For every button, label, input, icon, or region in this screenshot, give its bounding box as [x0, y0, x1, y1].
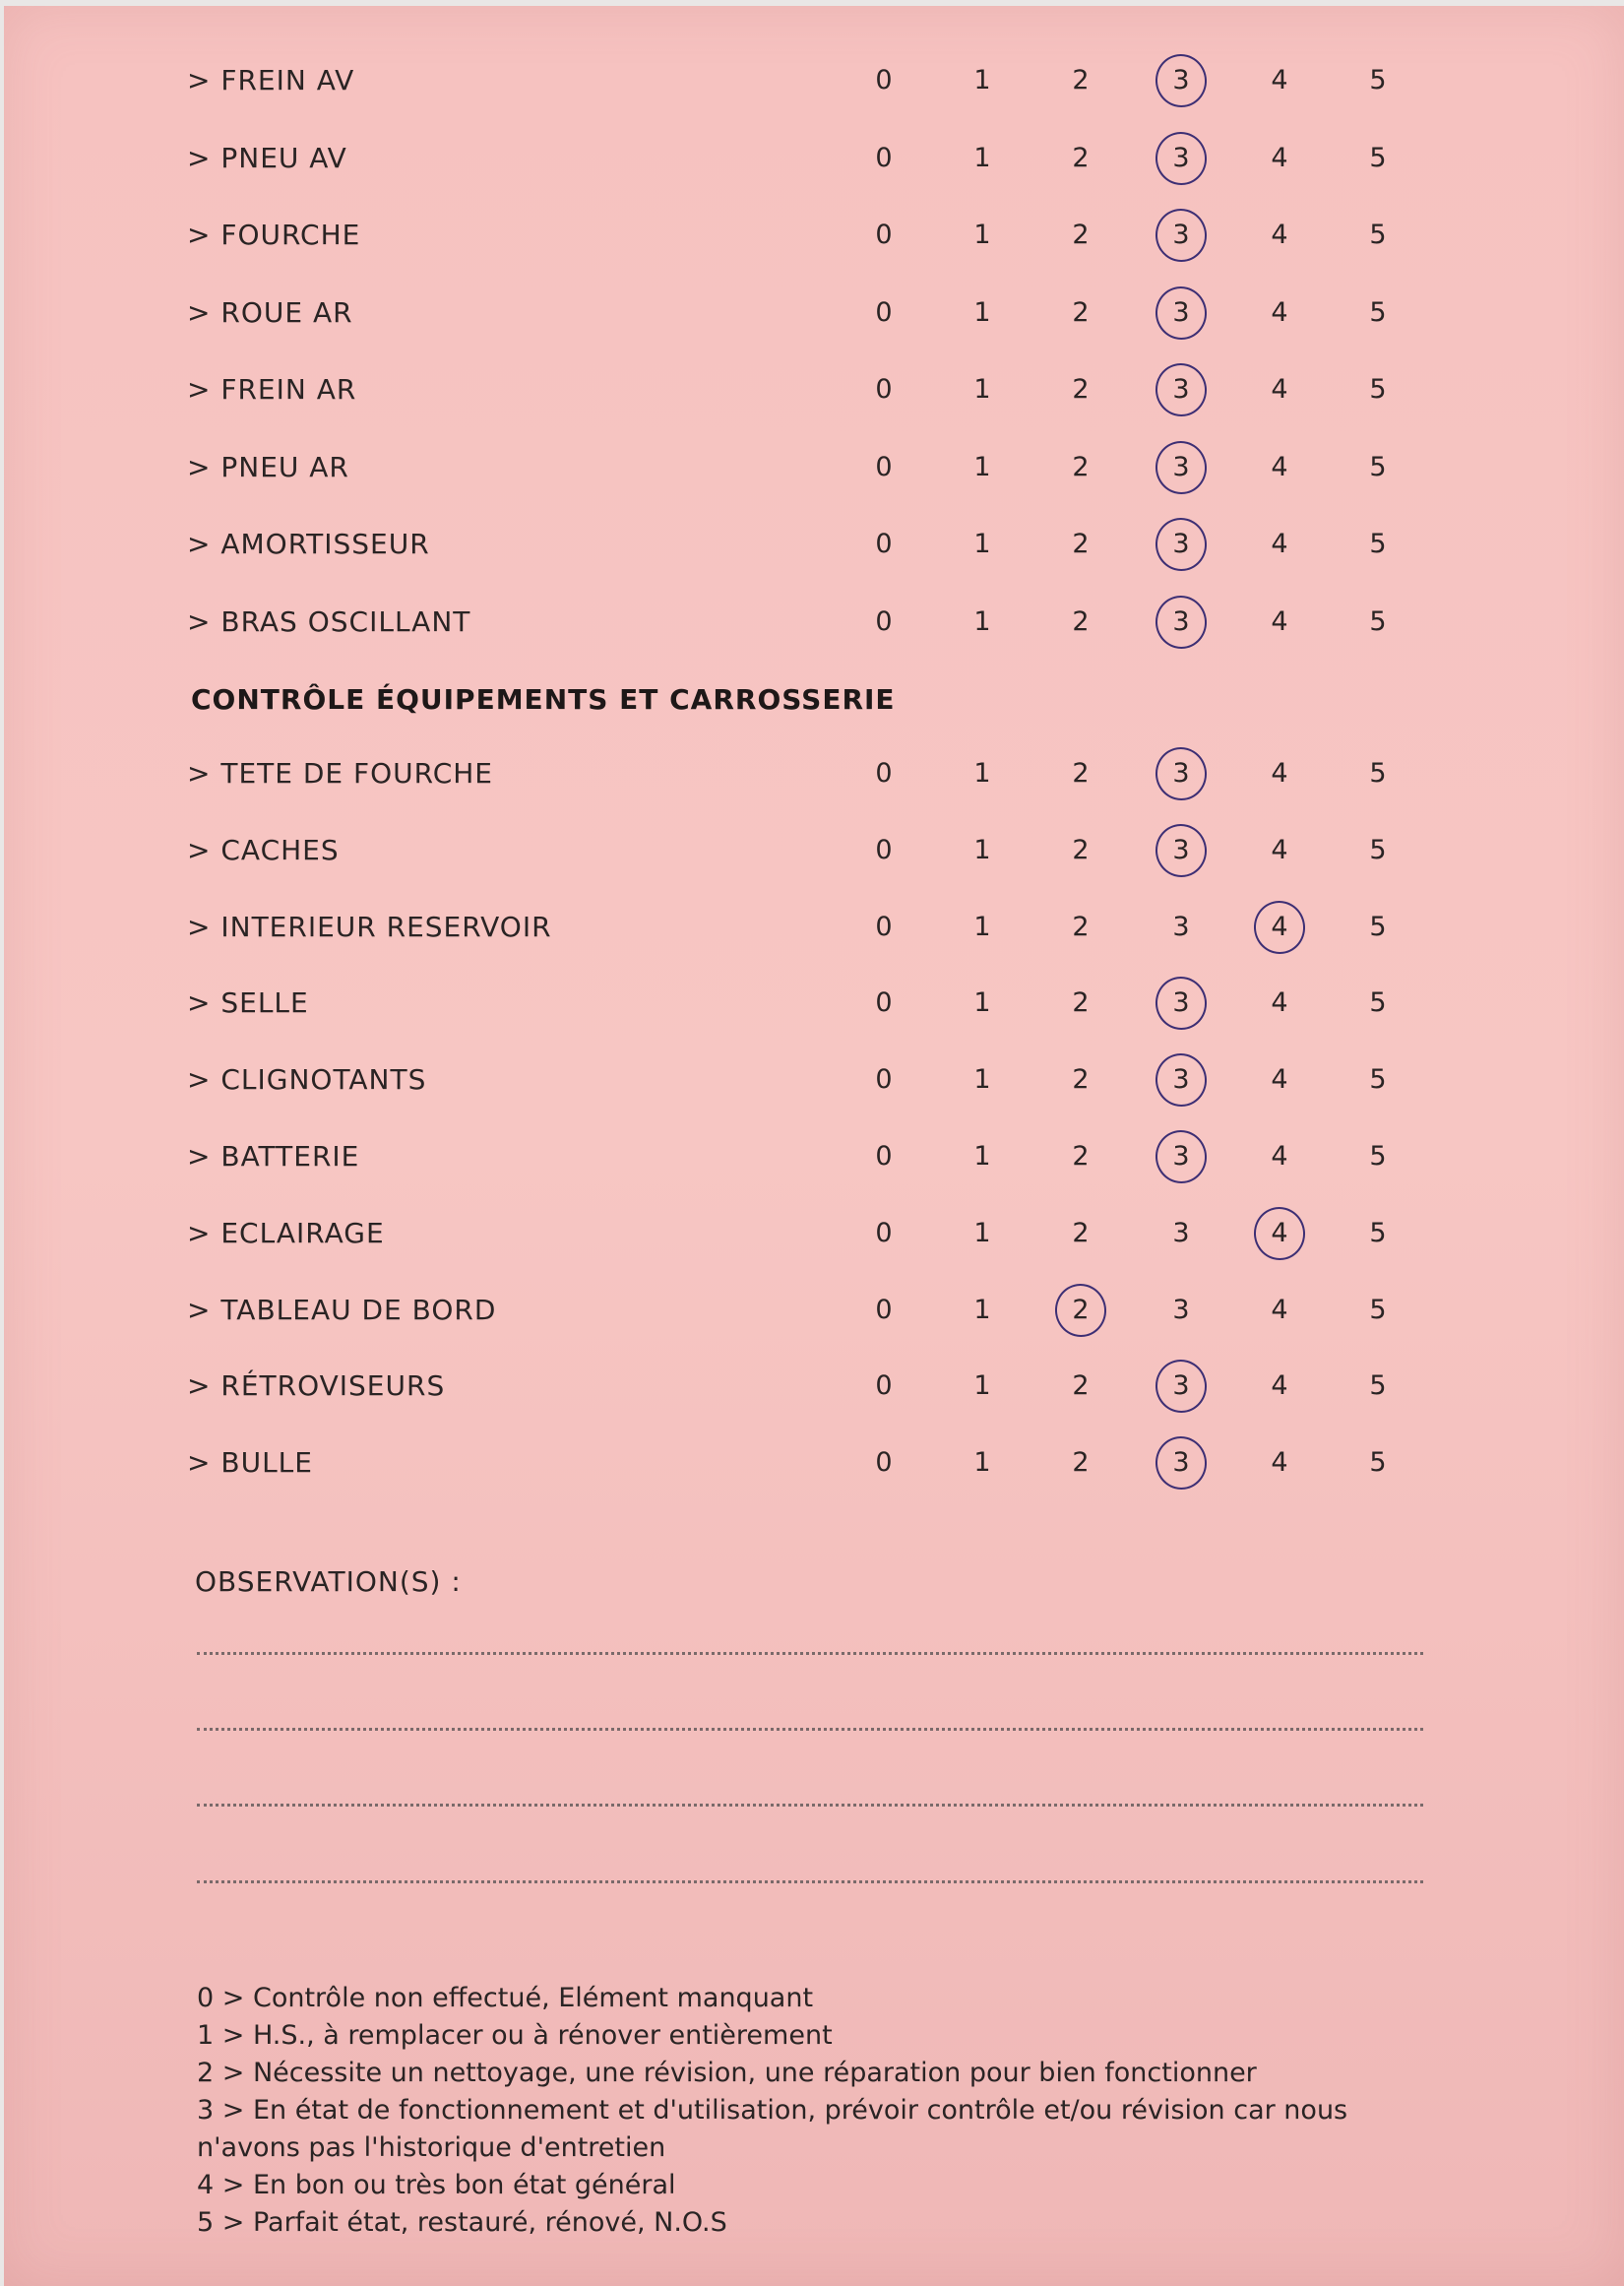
observation-line[interactable]: [197, 1652, 1423, 1655]
score-option[interactable]: 0: [875, 296, 893, 328]
legend-item: 5 > Parfait état, restauré, rénové, N.O.S: [197, 2207, 727, 2238]
score-option[interactable]: 2: [1072, 374, 1090, 405]
score-option[interactable]: 2: [1072, 296, 1090, 328]
score-option-selected[interactable]: 3: [1152, 593, 1211, 652]
score-option[interactable]: 2: [1072, 758, 1090, 789]
score-option[interactable]: 1: [973, 374, 991, 405]
score-option[interactable]: 2: [1072, 529, 1090, 559]
score-option-selected[interactable]: 3: [1152, 1050, 1211, 1110]
checklist-item-label: > CLIGNOTANTS: [187, 1063, 427, 1097]
score-option[interactable]: 5: [1369, 296, 1387, 328]
score-option[interactable]: 1: [973, 758, 991, 789]
score-option[interactable]: 0: [875, 605, 893, 637]
score-option[interactable]: 4: [1271, 451, 1288, 482]
score-option[interactable]: 1: [973, 296, 991, 328]
score-option[interactable]: 0: [875, 987, 893, 1019]
checklist-row: [4, 206, 1624, 265]
score-option[interactable]: 5: [1369, 605, 1387, 637]
checklist-row: [4, 974, 1624, 1033]
score-option[interactable]: 2: [1072, 65, 1090, 95]
score-option[interactable]: 4: [1271, 529, 1288, 559]
checklist-item-label: > ROUE AR: [187, 295, 353, 329]
score-option-selected[interactable]: 4: [1250, 898, 1309, 957]
checklist-item-label: > TABLEAU DE BORD: [187, 1293, 497, 1326]
checklist-item-label: > FREIN AR: [187, 373, 357, 406]
observation-line[interactable]: [197, 1804, 1423, 1807]
score-option[interactable]: 1: [973, 834, 991, 865]
score-option[interactable]: 5: [1369, 142, 1387, 173]
score-option[interactable]: 5: [1369, 220, 1387, 250]
checklist-row: [4, 438, 1624, 497]
checklist-row: [4, 515, 1624, 574]
score-option-selected[interactable]: 3: [1152, 51, 1211, 110]
checklist-row: [4, 1433, 1624, 1492]
score-option[interactable]: 3: [1172, 1217, 1190, 1248]
observations-label: OBSERVATION(S) :: [195, 1565, 462, 1598]
legend-item: 4 > En bon ou très bon état général: [197, 2170, 676, 2200]
score-option[interactable]: 5: [1369, 451, 1387, 482]
score-option[interactable]: 0: [875, 1141, 893, 1172]
score-option[interactable]: 0: [875, 374, 893, 405]
score-option[interactable]: 5: [1369, 1294, 1387, 1325]
score-option[interactable]: 2: [1072, 1217, 1090, 1248]
score-option[interactable]: 0: [875, 65, 893, 95]
score-option-selected[interactable]: 4: [1250, 1204, 1309, 1263]
score-option[interactable]: 2: [1072, 1141, 1090, 1172]
checklist-item-label: > PNEU AV: [187, 141, 347, 174]
score-option[interactable]: 2: [1072, 142, 1090, 173]
score-option[interactable]: 5: [1369, 374, 1387, 405]
score-option[interactable]: 4: [1271, 605, 1288, 637]
score-option-selected[interactable]: 3: [1152, 206, 1211, 265]
score-option[interactable]: 1: [973, 451, 991, 482]
score-option[interactable]: 2: [1072, 451, 1090, 482]
score-option[interactable]: 5: [1369, 987, 1387, 1019]
score-option[interactable]: 2: [1072, 220, 1090, 250]
score-option[interactable]: 5: [1369, 65, 1387, 95]
score-option[interactable]: 1: [973, 529, 991, 559]
score-option[interactable]: 0: [875, 142, 893, 173]
score-option[interactable]: 1: [973, 220, 991, 250]
checklist-item-label: > ECLAIRAGE: [187, 1216, 385, 1249]
score-option[interactable]: 0: [875, 1294, 893, 1325]
checklist-row: [4, 360, 1624, 419]
score-option[interactable]: 5: [1369, 529, 1387, 559]
checklist-row: [4, 744, 1624, 803]
score-option-selected[interactable]: 3: [1152, 1357, 1211, 1416]
score-option[interactable]: 5: [1369, 911, 1387, 942]
score-option[interactable]: 2: [1072, 1370, 1090, 1402]
checklist-row: [4, 593, 1624, 652]
score-option[interactable]: 4: [1271, 987, 1288, 1019]
score-option[interactable]: 3: [1172, 1294, 1190, 1325]
score-option[interactable]: 3: [1172, 911, 1190, 942]
checklist-item-label: > BATTERIE: [187, 1140, 360, 1173]
score-option-selected[interactable]: 3: [1152, 1127, 1211, 1186]
checklist-row: [4, 1050, 1624, 1110]
score-option-selected[interactable]: 3: [1152, 129, 1211, 188]
score-option[interactable]: 1: [973, 911, 991, 942]
checklist-item-label: > PNEU AR: [187, 450, 349, 483]
score-option[interactable]: 0: [875, 1370, 893, 1402]
score-option[interactable]: 1: [973, 987, 991, 1019]
score-option-selected[interactable]: 3: [1152, 284, 1211, 343]
checklist-item-label: > INTERIEUR RESERVOIR: [187, 910, 552, 943]
observation-line[interactable]: [197, 1880, 1423, 1883]
score-option[interactable]: 0: [875, 451, 893, 482]
score-option-selected[interactable]: 2: [1051, 1281, 1110, 1340]
score-option[interactable]: 4: [1271, 758, 1288, 789]
checklist-item-label: > TETE DE FOURCHE: [187, 757, 493, 790]
score-option[interactable]: 5: [1369, 1141, 1387, 1172]
score-option[interactable]: 0: [875, 911, 893, 942]
score-option[interactable]: 2: [1072, 605, 1090, 637]
score-option-selected[interactable]: 3: [1152, 821, 1211, 880]
checklist-item-label: > FOURCHE: [187, 219, 361, 251]
score-option[interactable]: 1: [973, 1217, 991, 1248]
score-option[interactable]: 5: [1369, 1064, 1387, 1096]
score-option[interactable]: 4: [1271, 1141, 1288, 1172]
score-option[interactable]: 2: [1072, 987, 1090, 1019]
score-option[interactable]: 5: [1369, 1447, 1387, 1479]
score-option[interactable]: 0: [875, 1217, 893, 1248]
score-option[interactable]: 1: [973, 1447, 991, 1479]
score-option[interactable]: 1: [973, 1141, 991, 1172]
score-option[interactable]: 2: [1072, 1447, 1090, 1479]
score-option-selected[interactable]: 3: [1152, 515, 1211, 574]
score-option[interactable]: 1: [973, 605, 991, 637]
checklist-row: [4, 821, 1624, 880]
section-heading: CONTRÔLE ÉQUIPEMENTS ET CARROSSERIE: [191, 683, 896, 716]
legend-item: 1 > H.S., à remplacer ou à rénover entièrement: [197, 2020, 833, 2051]
checklist-row: [4, 129, 1624, 188]
rating-legend: [197, 1980, 1427, 2242]
score-option[interactable]: 1: [973, 65, 991, 95]
score-option[interactable]: 0: [875, 220, 893, 250]
checklist-item-label: > SELLE: [187, 986, 309, 1020]
score-option[interactable]: 0: [875, 1447, 893, 1479]
score-option[interactable]: 2: [1072, 911, 1090, 942]
legend-item: 3 > En état de fonctionnement et d'utilisation, prévoir contrôle et/ou révision car nous n'avons pas l'historique d'entretien: [197, 2095, 1348, 2163]
score-option[interactable]: 2: [1072, 834, 1090, 865]
score-option[interactable]: 5: [1369, 758, 1387, 789]
score-option[interactable]: 1: [973, 1294, 991, 1325]
checklist-item-label: > RÉTROVISEURS: [187, 1369, 446, 1403]
legend-item: 0 > Contrôle non effectué, Elément manquant: [197, 1983, 814, 2013]
score-option[interactable]: 4: [1271, 1294, 1288, 1325]
score-option-selected[interactable]: 3: [1152, 974, 1211, 1033]
score-option-selected[interactable]: 3: [1152, 744, 1211, 803]
score-option[interactable]: 5: [1369, 1370, 1387, 1402]
checklist-row: [4, 284, 1624, 343]
checklist-item-label: > CACHES: [187, 833, 340, 866]
score-option[interactable]: 4: [1271, 142, 1288, 173]
checklist-row: [4, 1127, 1624, 1186]
score-option[interactable]: 4: [1271, 65, 1288, 95]
checklist-item-label: > BRAS OSCILLANT: [187, 604, 471, 638]
score-option-selected[interactable]: 3: [1152, 1433, 1211, 1492]
score-option[interactable]: 0: [875, 529, 893, 559]
inspection-sheet: [4, 6, 1624, 2286]
checklist-item-label: > AMORTISSEUR: [187, 528, 430, 560]
checklist-row: [4, 1204, 1624, 1263]
score-option[interactable]: 4: [1271, 1064, 1288, 1096]
score-option[interactable]: 4: [1271, 834, 1288, 865]
score-option[interactable]: 5: [1369, 834, 1387, 865]
checklist-row: [4, 1281, 1624, 1340]
score-option[interactable]: 5: [1369, 1217, 1387, 1248]
checklist-row: [4, 1357, 1624, 1416]
checklist-item-label: > FREIN AV: [187, 64, 355, 96]
checklist-row: [4, 898, 1624, 957]
checklist-row: [4, 51, 1624, 110]
score-option[interactable]: 4: [1271, 1447, 1288, 1479]
legend-item: 2 > Nécessite un nettoyage, une révision, une réparation pour bien fonctionner: [197, 2058, 1257, 2088]
score-option[interactable]: 4: [1271, 220, 1288, 250]
score-option-selected[interactable]: 3: [1152, 438, 1211, 497]
score-option[interactable]: 4: [1271, 1370, 1288, 1402]
observation-line[interactable]: [197, 1728, 1423, 1731]
score-option-selected[interactable]: 3: [1152, 360, 1211, 419]
checklist-item-label: > BULLE: [187, 1446, 313, 1480]
score-option[interactable]: 0: [875, 758, 893, 789]
score-option[interactable]: 2: [1072, 1064, 1090, 1096]
score-option[interactable]: 0: [875, 1064, 893, 1096]
score-option[interactable]: 1: [973, 142, 991, 173]
score-option[interactable]: 4: [1271, 374, 1288, 405]
score-option[interactable]: 1: [973, 1064, 991, 1096]
score-option[interactable]: 1: [973, 1370, 991, 1402]
score-option[interactable]: 0: [875, 834, 893, 865]
score-option[interactable]: 4: [1271, 296, 1288, 328]
